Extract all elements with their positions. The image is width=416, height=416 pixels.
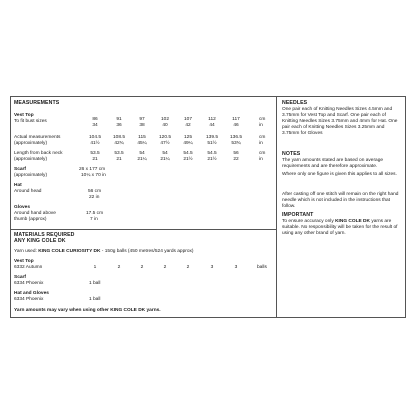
size-value: 102 xyxy=(160,117,169,122)
size-value: 54 xyxy=(139,151,145,156)
size-value: 120.5 xyxy=(158,135,171,140)
size-value: 53.5 xyxy=(114,151,124,156)
section-divider xyxy=(10,229,276,230)
size-value: 47½ xyxy=(160,141,170,146)
scarf-cm: 26 x 177 cm xyxy=(79,167,106,172)
size-value: 56 xyxy=(233,151,239,156)
size-value: 108.5 xyxy=(112,135,125,140)
scarf-in: 10¼ x 70 in xyxy=(81,173,106,178)
gloves-sub-2: thumb (approx) xyxy=(14,217,47,222)
size-value: 54.5 xyxy=(207,151,217,156)
column-divider xyxy=(276,96,277,318)
size-value: 21 xyxy=(92,157,98,162)
size-value: 2 xyxy=(163,265,167,270)
size-value: 40 xyxy=(162,123,168,128)
needles-heading: NEEDLES xyxy=(282,100,308,106)
size-value: 117 xyxy=(232,117,240,122)
unit-cm: cm xyxy=(259,117,266,122)
size-value: 104.5 xyxy=(88,135,101,140)
balls-unit: balls xyxy=(257,265,267,270)
size-value: 86 xyxy=(92,117,98,122)
notes-heading: NOTES xyxy=(282,151,301,157)
yarn-note: Yarn amounts may vary when using other KING COLE DK yarns. xyxy=(14,308,161,313)
scarf-materials-label: Scarf xyxy=(14,275,26,280)
important-text: To ensure accuracy only KING COLE DK yarns are suitable. No responsibility will be taken for the result of using any other brand of yarn. xyxy=(282,219,398,236)
hatgloves-shade: 6334 Phoenix xyxy=(14,297,44,302)
unit-in: in xyxy=(259,157,263,162)
size-value: 51½ xyxy=(207,141,217,146)
hat-cm: 56 cm xyxy=(88,189,102,194)
size-value: 36 xyxy=(116,123,122,128)
size-value: 3 xyxy=(234,265,238,270)
vest-shade: 6332 Autumn xyxy=(14,265,43,270)
size-value: 21½ xyxy=(207,157,217,162)
fit-bust-label: To fit bust sizes xyxy=(14,119,47,124)
scarf-shade: 6334 Phoenix xyxy=(14,281,44,286)
unit-in: in xyxy=(259,141,263,146)
actual-label-2: (approximately) xyxy=(14,141,48,146)
size-value: 46 xyxy=(233,123,239,128)
materials-heading: MATERIALS REQUIRED xyxy=(14,232,75,238)
size-value: 125 xyxy=(183,135,192,140)
size-value: 2 xyxy=(140,265,144,270)
unit-cm: cm xyxy=(259,151,266,156)
size-value: 54 xyxy=(162,151,168,156)
hatgloves-materials-label: Hat and Gloves xyxy=(14,291,49,296)
size-value: 41½ xyxy=(90,141,100,146)
scarf-label: Scarf xyxy=(14,167,26,172)
size-value: 2 xyxy=(186,265,190,270)
notes-p3: After casting off one stitch will remain on the right hand needle which is not included in the instructions that follow. xyxy=(282,192,399,209)
length-label-2: (approximately) xyxy=(14,157,48,162)
size-value: 91 xyxy=(116,117,122,122)
vest-materials-label: Vest Top xyxy=(14,259,34,264)
size-value: 38 xyxy=(139,123,145,128)
size-value: 53¾ xyxy=(231,141,241,146)
size-value: 112 xyxy=(208,117,216,122)
materials-subheading: ANY KING COLE DK xyxy=(14,238,66,244)
size-value: 54.5 xyxy=(183,151,193,156)
scarf-sub: (approximately) xyxy=(14,173,48,178)
unit-in: in xyxy=(259,123,263,128)
important-heading: IMPORTANT xyxy=(282,212,314,218)
gloves-in: 7 in xyxy=(90,217,98,222)
unit-cm: cm xyxy=(259,135,266,140)
size-value: 45¼ xyxy=(137,141,147,146)
size-value: 107 xyxy=(183,117,192,122)
size-value: 21¼ xyxy=(160,157,170,162)
size-value: 34 xyxy=(92,123,98,128)
size-value: 136.5 xyxy=(229,135,242,140)
size-value: 115 xyxy=(138,135,146,140)
size-value: 97 xyxy=(139,117,145,122)
size-value: 22 xyxy=(233,157,239,162)
size-value: 42 xyxy=(185,123,191,128)
length-label-1: Length from back neck xyxy=(14,151,63,156)
size-value: 49¼ xyxy=(183,141,193,146)
gloves-cm: 17.5 cm xyxy=(86,211,104,216)
size-value: 53.5 xyxy=(90,151,100,156)
hat-label: Hat xyxy=(14,183,22,188)
size-value: 3 xyxy=(210,265,214,270)
needles-text: One pair each of Knitting Needles Sizes 4.5mm and 3.75mm for Vest Top and Scarf. One pair each of Knitting Needles Sizes 3.75mm and 4mm for Hat. One pair each of Knitting Needles Sizes 3.25mm and 3.75mm for Gloves xyxy=(282,107,398,136)
measurements-heading: MEASUREMENTS xyxy=(14,100,60,106)
size-value: 2 xyxy=(117,265,121,270)
vest-top-label: Vest Top xyxy=(14,113,34,118)
size-value: 44 xyxy=(209,123,215,128)
gloves-label: Gloves xyxy=(14,205,30,210)
actual-label-1: Actual measurements xyxy=(14,135,61,140)
size-value: 21¼ xyxy=(137,157,147,162)
hat-sub: Around head xyxy=(14,189,42,194)
hatgloves-balls: 1 ball xyxy=(89,297,101,302)
notes-p2: Where only one figure is given this applies to all sizes. xyxy=(282,172,397,177)
yarn-used-line: Yarn used: KING COLE CURIOSITY DK - 150g balls (450 metres/524 yards approx) xyxy=(14,249,194,254)
scarf-balls: 1 ball xyxy=(89,281,101,286)
size-value: 21 xyxy=(116,157,122,162)
size-value: 21½ xyxy=(183,157,193,162)
size-value: 1 xyxy=(93,265,97,270)
gloves-sub-1: Around hand above xyxy=(14,211,56,216)
notes-p1: The yarn amounts stated are based on average requirements and are therefore approximate. xyxy=(282,158,384,169)
size-value: 42¾ xyxy=(114,141,124,146)
hat-in: 22 in xyxy=(89,195,100,200)
size-value: 139.5 xyxy=(205,135,218,140)
